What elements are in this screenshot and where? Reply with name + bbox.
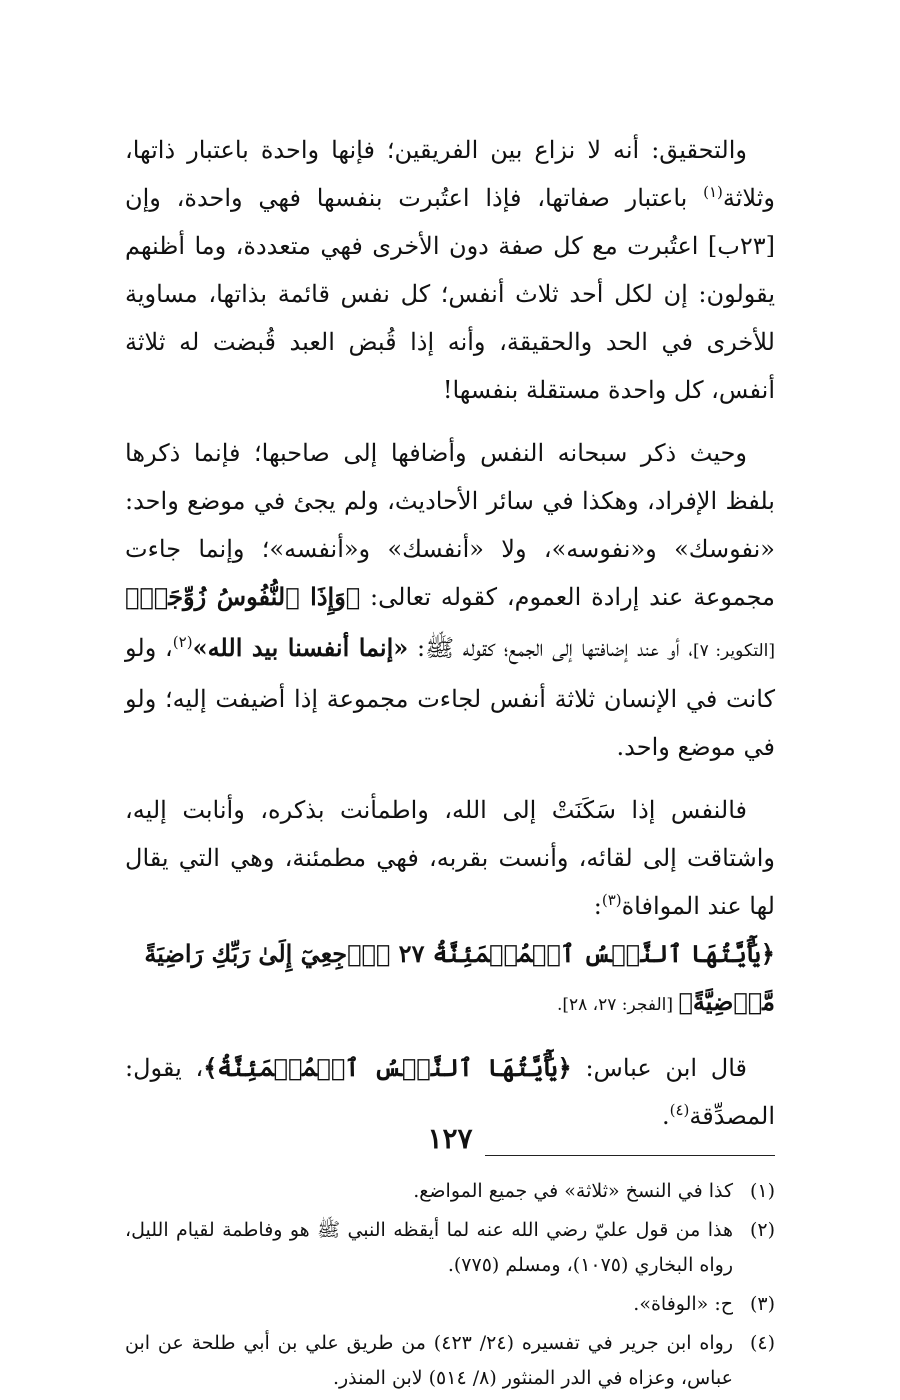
verse-reference-fajr: [الفجر: ٢٧، ٢٨]. — [556, 995, 679, 1015]
footnote-text: كذا في النسخ «ثلاثة» في جميع المواضع. — [413, 1180, 733, 1202]
paragraph-2-text-end: ، ولو كانت في الإنسان ثلاثة أنفس لجاءت مجموعة إذا أضيفت إليه؛ ولو في موضع واحد. — [125, 634, 775, 761]
paragraph-nafs-singular — [125, 429, 775, 771]
paragraph-tahqiq — [125, 126, 775, 414]
paragraph-2-text: وحيث ذكر سبحانه النفس وأضافها إلى صاحبها؛ فإنما ذكرها بلفظ الإفراد، وهكذا في سائر الأحاديث، ولم يجئ في موضع واحد: «نفوسك» و«نفوسه»، ولا «أنفسك» و«أنفسه»؛ وإنما جاءت مجموعة عند إرادة العموم، كقوله تعالى: — [125, 439, 775, 611]
paragraph-1-text-cont: باعتبار صفاتها، فإذا اعتُبرت بنفسها فهي واحدة، وإن [٢٣ب] اعتُبرت مع كل صفة دون الأخرى فهي متعددة، وما أظنهم يقولون: إن لكل أحد ثلاث أنفس؛ كل نفس قائمة بذاتها، مساوية للأخرى في الحد والحقيقة، وأنه إذا قُبض العبد قُبضت له ثلاثة أنفس، كل واحدة مستقلة بنفسها! — [125, 184, 775, 404]
verse-reference-takwir: [التكوير: ٧] — [693, 641, 775, 661]
footnote-3 — [125, 1287, 775, 1322]
page-body — [125, 126, 775, 1400]
quran-verse-mutmainna: ﴿يَٰٓأَيَّتُهَا ٱلنَّفۡسُ ٱلۡمُطۡمَئِنَّةُ﴾ — [203, 1053, 572, 1082]
ibn-abbas-text: قال ابن عباس: — [571, 1054, 748, 1082]
paragraph-1-text: والتحقيق: أنه لا نزاع بين الفريقين؛ فإنها واحدة باعتبار ذاتها، وثلاثة — [125, 136, 775, 212]
footnotes — [125, 1174, 775, 1396]
footnote-ref-2: (٢) — [172, 633, 193, 651]
footnote-number: (٣) — [749, 1293, 775, 1315]
footnote-text: ح: «الوفاة». — [633, 1293, 733, 1315]
footnote-1 — [125, 1174, 775, 1209]
footnote-number: (٢) — [749, 1219, 775, 1241]
footnote-separator — [485, 1155, 775, 1156]
ibn-abbas-period: . — [661, 1102, 670, 1130]
quran-verse-fajr-line — [125, 930, 775, 1029]
page-number: ١٢٧ — [427, 1122, 473, 1155]
paragraph-2-text-cont: ، أو عند إضافتها إلى الجمع؛ كقوله ﷺ: — [408, 634, 694, 662]
quran-verse-fajr: ﴿يَٰٓأَيَّتُهَا ٱلنَّفۡسُ ٱلۡمُطۡمَئِنَّةُ ٢٧ ٱرۡجِعِيٓ إِلَىٰ رَبِّكِ رَاضِيَةً مَّرۡضِيَّةً﴾ — [144, 939, 775, 1016]
paragraph-3-text: فالنفس إذا سَكَنَتْ إلى الله، واطمأنت بذكره، وأنابت إليه، واشتاقت إلى لقائه، وأنست بقربه، فهي مطمئنة، وهي التي يقال لها عند الموافاة — [125, 796, 775, 920]
quran-verse-takwir: ﴿وَإِذَا ٱلنُّفُوسُ زُوِّجَتۡ﴾ — [125, 582, 361, 611]
footnote-ref-4: (٤) — [669, 1101, 690, 1119]
footnote-ref-3: (٣) — [601, 891, 622, 909]
footnote-number: (٤) — [749, 1332, 775, 1354]
paragraph-3-colon: : — [593, 892, 602, 920]
footnote-text: رواه ابن جرير في تفسيره (٢٤/ ٤٢٣) من طريق علي بن أبي طلحة عن ابن عباس، وعزاه في الدر المنثور (٨/ ٥١٤) لابن المنذر. — [125, 1332, 733, 1389]
footnote-number: (١) — [749, 1180, 775, 1202]
paragraph-mutmainna — [125, 786, 775, 930]
footnote-ref-1: (١) — [703, 183, 723, 201]
hadith-quote: «إنما أنفسنا بيد الله» — [192, 633, 409, 662]
footnote-text: هذا من قول عليّ رضي الله عنه لما أيقظه النبي ﷺ هو وفاطمة لقيام الليل، رواه البخاري (١٠٧٥)، ومسلم (٧٧٥). — [125, 1219, 733, 1276]
footnote-4 — [125, 1326, 775, 1396]
footnote-2 — [125, 1213, 775, 1283]
ibn-abbas-text-cont: ، يقول: المصدِّقة — [125, 1054, 775, 1130]
